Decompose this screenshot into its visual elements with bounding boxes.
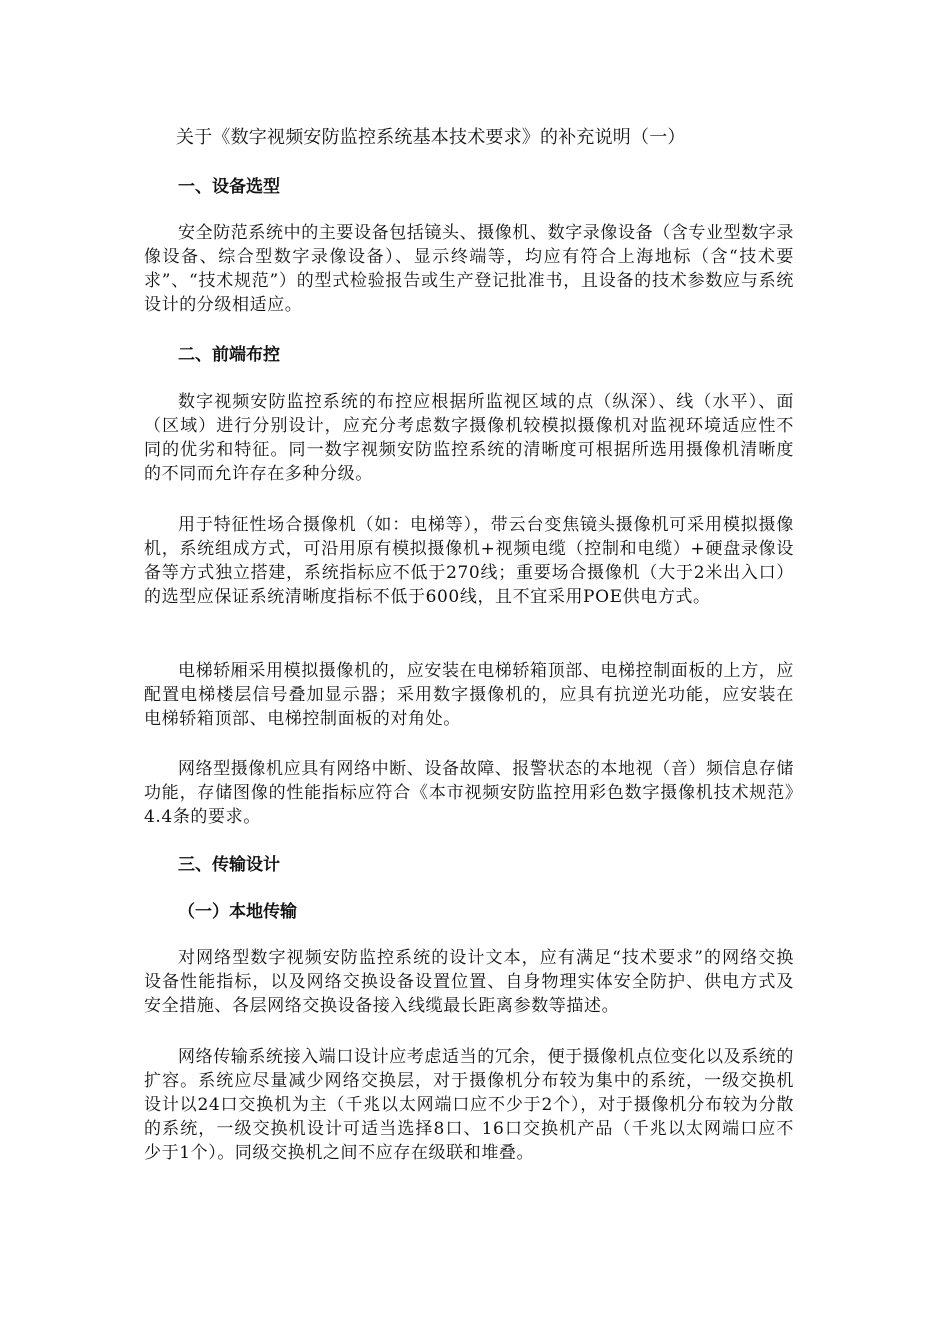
subheading-local-transmission: （一）本地传输 xyxy=(178,902,297,922)
paragraph-frontend-layout-2: 用于特征性场合摄像机（如：电梯等），带云台变焦镜头摄像机可采用模拟摄像机，系统组成方式，可沿用原有模拟摄像机+视频电缆（控制和电缆）+硬盘录像设备等方式独立搭建，系统指标应不低于270线；重要场合摄像机（大于2米出入口）的选型应保证系统清晰度指标不低于600线，且不宜采用POE供电方式。 xyxy=(144,515,794,607)
document-title: 关于《数字视频安防监控系统基本技术要求》的补充说明（一） xyxy=(176,127,686,148)
paragraph-transmission-1: 对网络型数字视频安防监控系统的设计文本，应有满足“技术要求”的网络交换设备性能指标，以及网络交换设备设置位置、自身物理实体安全防护、供电方式及安全措施、各层网络交换设备接入线缆最长距离参数等描述。 xyxy=(144,948,794,1016)
section-heading-equipment-selection: 一、设备选型 xyxy=(178,177,280,197)
paragraph-frontend-layout-1: 数字视频安防监控系统的布控应根据所监视区域的点（纵深）、线（水平）、面（区域）进行分别设计，应充分考虑数字摄像机较模拟摄像机对监视环境适应性不同的优劣和特征。同一数字视频安防监控系统的清晰度可根据所选用摄像机清晰度的不同而允许存在多种分级。 xyxy=(144,392,794,484)
paragraph-equipment-selection: 安全防范系统中的主要设备包括镜头、摄像机、数字录像设备（含专业型数字录像设备、综合型数字录像设备）、显示终端等，均应有符合上海地标（含“技术要求”、“技术规范”）的型式检验报告或生产登记批准书，且设备的技术参数应与系统设计的分级相适应。 xyxy=(144,223,794,315)
section-heading-transmission-design: 三、传输设计 xyxy=(178,855,280,875)
section-heading-frontend-layout: 二、前端布控 xyxy=(178,345,280,365)
paragraph-frontend-layout-4: 网络型摄像机应具有网络中断、设备故障、报警状态的本地视（音）频信息存储功能，存储图像的性能指标应符合《本市视频安防监控用彩色数字摄像机技术规范》4.4条的要求。 xyxy=(144,759,794,827)
paragraph-transmission-2: 网络传输系统接入端口设计应考虑适当的冗余，便于摄像机点位变化以及系统的扩容。系统应尽量减少网络交换层，对于摄像机分布较为集中的系统，一级交换机设计以24口交换机为主（千兆以太网端口应不少于2个），对于摄像机分布较为分散的系统，一级交换机设计可适当选择8口、16口交换机产品（千兆以太网端口应不少于1个）。同级交换机之间不应存在级联和堆叠。 xyxy=(144,1047,794,1163)
paragraph-frontend-layout-3: 电梯轿厢采用模拟摄像机的，应安装在电梯轿箱顶部、电梯控制面板的上方，应配置电梯楼层信号叠加显示器；采用数字摄像机的，应具有抗逆光功能，应安装在电梯轿箱顶部、电梯控制面板的对角处。 xyxy=(144,661,794,729)
